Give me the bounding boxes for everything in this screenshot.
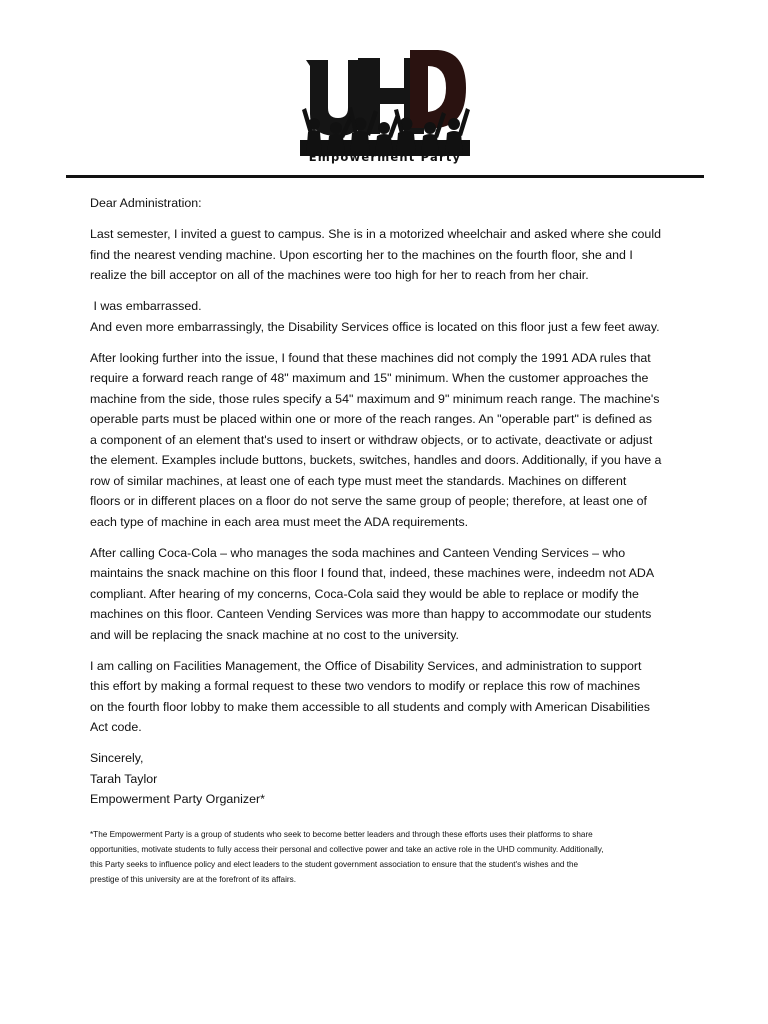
uhd-logo-crowd-icon (300, 44, 470, 156)
footnote-line: opportunities, motivate students to fully access their personal and collective power and take an active role in the UHD community. Additionally, (90, 845, 604, 854)
footnote-line: this Party seeks to influence policy and elect leaders to the student government association to ensure that the student's wishes and the (90, 860, 579, 869)
paragraph-line: floors or in different places on a floor do not serve the same group of people; therefore, at least one of (90, 494, 648, 508)
footnote-line: *The Empowerment Party is a group of students who seek to become better leaders and through these efforts uses their platforms to share (90, 830, 593, 839)
letterhead-caption: Empowerment Party (308, 150, 462, 164)
paragraph-line: this effort by making a formal request to these two vendors to modify or replace this row of machines (90, 679, 641, 693)
paragraph-line: each type of machine in each area must meet the ADA requirements. (90, 514, 469, 529)
footnote-line: prestige of this university are at the forefront of its affairs. (90, 875, 296, 884)
paragraph-ada-rules (90, 348, 690, 533)
paragraph-line: the element. Examples include buttons, buckets, switches, handles and doors. Additionally, if you have a (90, 453, 662, 467)
paragraph-guest-visit (90, 224, 690, 286)
paragraph-line: realize the bill acceptor on all of the machines were too high for her to reach from her chair. (90, 268, 589, 282)
signer-title: Empowerment Party Organizer* (90, 792, 265, 806)
paragraph-line: After calling Coca-Cola – who manages the soda machines and Canteen Vending Services – who (90, 545, 626, 560)
paragraph-line: find the nearest vending machine. Upon escorting her to the machines on the fourth floor, she and I (90, 247, 633, 262)
letterhead-divider (66, 175, 704, 178)
closing-line: Sincerely, (90, 751, 144, 765)
signer-name: Tarah Taylor (90, 771, 158, 786)
paragraph-line: I am calling on Facilities Management, the Office of Disability Services, and administration to support (90, 658, 642, 673)
paragraph-line: machines on this floor. Canteen Vending Services was more than happy to accommodate our students (90, 607, 652, 621)
paragraph-embarrassed (90, 296, 690, 337)
paragraph-line: on the fourth floor lobby to make them accessible to all students and comply with American Disabilities (90, 699, 650, 714)
paragraph-line: require a forward reach range of 48" maximum and 15" minimum. When the customer approaches the (90, 371, 649, 385)
paragraph-line: compliant. After hearing of my concerns, Coca-Cola said they would be able to replace or modify the (90, 586, 639, 601)
paragraph-line: row of similar machines, at least one of each type must meet the standards. Machines on different (90, 473, 627, 488)
paragraph-line: maintains the snack machine on this floor I found that, indeed, these machines were, indeedm not ADA (90, 566, 655, 580)
paragraph-line: and will be replacing the snack machine at no cost to the university. (90, 627, 459, 642)
paragraph-line: operable parts must be placed within one or more of the reach ranges. An "operable part" is defined as (90, 412, 652, 426)
salutation: Dear Administration: (90, 196, 202, 210)
footnote (90, 827, 690, 887)
signature-block (90, 748, 690, 810)
paragraph-vendors (90, 543, 690, 646)
letter-body (90, 193, 690, 820)
paragraph-line: Last semester, I invited a guest to campus. She is in a motorized wheelchair and asked where she could (90, 227, 661, 241)
paragraph-line: Act code. (90, 720, 142, 734)
paragraph-line: After looking further into the issue, I found that these machines did not comply the 1991 ADA rules that (90, 350, 651, 365)
paragraph-line: And even more embarrassingly, the Disability Services office is located on this floor just a few feet away. (90, 319, 660, 334)
paragraph-line: a component of an element that's used to insert or withdraw objects, or to activate, deactivate or adjust (90, 432, 653, 447)
paragraph-request (90, 656, 690, 738)
paragraph-line: I was embarrassed. (90, 299, 202, 313)
paragraph-line: machine from the side, those rules specify a 54" maximum and 9" minimum reach range. The machine's (90, 391, 660, 406)
